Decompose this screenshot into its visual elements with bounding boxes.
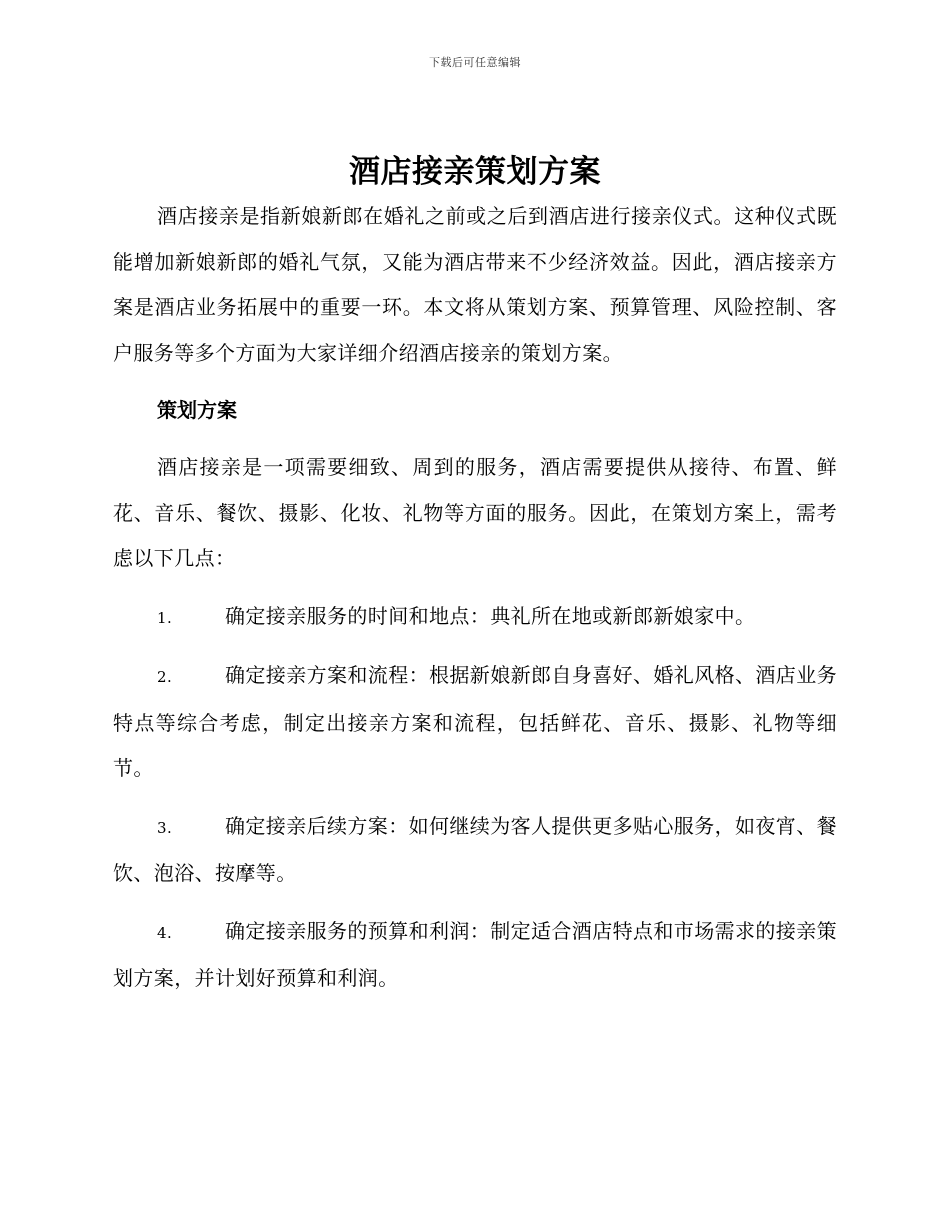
list-item	[113, 909, 837, 1002]
list-item	[113, 804, 837, 897]
header-note: 下载后可任意编辑	[429, 56, 521, 69]
section-heading: 策划方案	[157, 398, 237, 422]
list-number: 3.	[157, 818, 173, 837]
list-item-text: 确定接亲方案和流程：根据新娘新郎自身喜好、婚礼风格、酒店业务特点等综合考虑，制定出接亲方案和流程，包括鲜花、音乐、摄影、礼物等细节。	[113, 663, 837, 780]
list-item-text: 确定接亲服务的预算和利润：制定适合酒店特点和市场需求的接亲策划方案，并计划好预算和利润。	[113, 918, 837, 990]
list-item-text: 确定接亲后续方案：如何继续为客人提供更多贴心服务，如夜宵、餐饮、泡浴、按摩等。	[113, 813, 837, 885]
intro-paragraph: 酒店接亲是指新娘新郎在婚礼之前或之后到酒店进行接亲仪式。这种仪式既能增加新娘新郎的婚礼气氛，又能为酒店带来不少经济效益。因此，酒店接亲方案是酒店业务拓展中的重要一环。本文将从策划方案、预算管理、风险控制、客户服务等多个方面为大家详细介绍酒店接亲的策划方案。	[113, 204, 837, 365]
list-number: 1.	[157, 608, 173, 627]
list-number: 2.	[157, 668, 173, 686]
list-number: 4.	[157, 923, 173, 942]
document-body	[113, 150, 837, 1002]
list-item-text: 确定接亲服务的时间和地点：典礼所在地或新郎新娘家中。	[225, 603, 756, 628]
list-item	[113, 594, 837, 642]
list-item	[113, 653, 837, 792]
section-paragraph: 酒店接亲是一项需要细致、周到的服务，酒店需要提供从接待、布置、鲜花、音乐、餐饮、摄影、化妆、礼物等方面的服务。因此，在策划方案上，需考虑以下几点：	[113, 455, 837, 570]
document-title: 酒店接亲策划方案	[349, 154, 601, 190]
